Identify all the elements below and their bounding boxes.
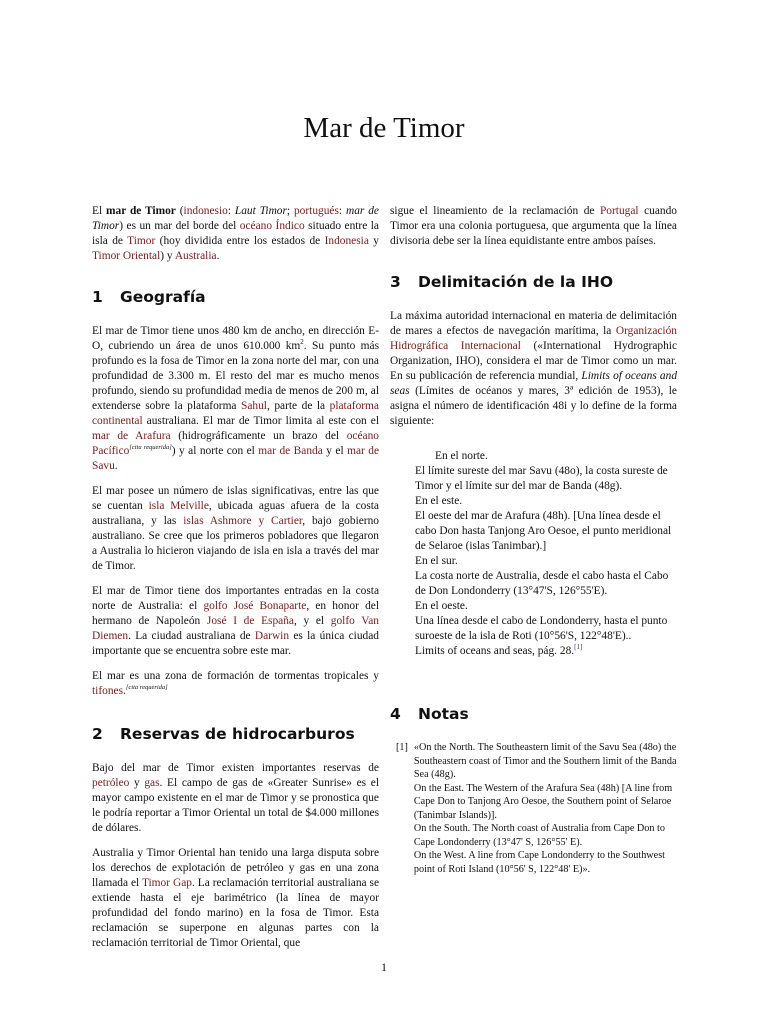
section-title: Notas: [418, 705, 469, 723]
text: Bajo del mar de Timor existen importantes reservas de: [92, 762, 379, 774]
text: . Su punto más profundo es la fosa de Timor en la zona norte del mar, con una profundidad de 3.300 m. El resto del mar es mucho menos profundo, siendo su profundidad media de menos de 200 m, al extenderse sobre la plataforma: [92, 340, 380, 412]
superscript: 2: [300, 338, 304, 347]
footnote-label: [1]: [396, 742, 408, 753]
text: . La ciudad australiana de: [128, 630, 255, 642]
section-number: 4: [390, 705, 401, 723]
section-heading-reservas: [92, 727, 379, 742]
section-heading-notas: [390, 707, 677, 722]
text: :: [338, 205, 346, 217]
link-indonesio[interactable]: indonesio: [183, 205, 228, 217]
text: ) y al norte con el: [171, 445, 259, 457]
section-title: Delimitación de la IHO: [418, 273, 614, 291]
footnote-1: [396, 741, 677, 876]
left-column: [92, 204, 379, 961]
text: .: [216, 250, 220, 262]
quote-heading-north: En el norte.: [435, 450, 488, 462]
link-plataforma-continental[interactable]: plataforma continental: [92, 400, 379, 427]
italic-term: Laut Timor: [234, 205, 287, 217]
reservas-paragraph-2: [92, 846, 379, 951]
reservas-paragraph-1: [92, 761, 379, 836]
section-number: 3: [390, 273, 401, 291]
geografia-paragraph-1: [92, 324, 379, 474]
text: y el: [322, 445, 348, 457]
section-number: 2: [92, 725, 103, 743]
text: El mar posee un número de islas significativas, entre las que se cuentan: [92, 485, 379, 512]
footnote-ref[interactable]: [1]: [574, 643, 583, 652]
italic-term: Limits of oceans and seas: [390, 370, 678, 397]
text: El: [92, 205, 107, 217]
link-portugal[interactable]: Portugal: [599, 205, 639, 217]
link-isla-melville[interactable]: isla Melville: [148, 500, 209, 512]
link-sahul[interactable]: Sahul: [241, 400, 267, 412]
footnote-line: «On the North. The Southeastern limit of the Savu Sea (48o) the Southeastern coast of Timor and the Southern limit of the Banda Sea (48g).: [413, 742, 677, 780]
link-oceano-pacifico[interactable]: océano Pacífico: [92, 430, 379, 457]
intro-paragraph: [92, 204, 379, 264]
text: El mar de Timor tiene dos importantes entradas en la costa norte de Australia: el: [92, 585, 379, 612]
text: . El campo de gas de «Greater Sunrise» es el mayor campo existente en el mar de Timor y se pronostica que le podría reportar a Timor Oriental un total de $4.000 millones de dólares.: [92, 777, 379, 834]
link-oceano-indico[interactable]: océano Índico: [239, 220, 305, 232]
delimitacion-paragraph: [390, 309, 677, 429]
citation-needed[interactable]: [cita requerida]: [129, 444, 172, 452]
link-golfo-jose-bonaparte[interactable]: golfo José Bonaparte: [203, 600, 307, 612]
text: La máxima autoridad internacional en materia de delimitación de mares a efectos de navegación marítima, la: [390, 310, 677, 337]
quote-heading-south: En el sur.: [415, 555, 458, 567]
link-timor[interactable]: Timor: [127, 235, 156, 247]
geografia-paragraph-4: [92, 669, 379, 699]
text: , en honor del hermano de Napoleón: [92, 600, 379, 627]
iho-quote: [415, 449, 677, 659]
link-timor-gap[interactable]: Timor Gap: [141, 877, 192, 889]
text: australiana. El mar de Timor limita al este con el: [142, 415, 379, 427]
text: («International Hydrographic Organization, IHO), considera el mar de Timor como un mar. En su publicación de referencia mundial,: [390, 340, 678, 382]
link-mar-de-arafura[interactable]: mar de Arafura: [92, 430, 171, 442]
text: (hidrográficamente un brazo del: [170, 430, 347, 442]
text: situado entre la isla de: [92, 220, 379, 247]
bold-term: mar de Timor: [106, 205, 176, 217]
footnote-line: On the South. The North coast of Australia from Cape Don to Cape Londonderry (13°47' S, 126°55' E).: [413, 823, 665, 848]
text: ) es un mar del borde del: [119, 220, 240, 232]
text: :: [227, 205, 235, 217]
section-heading-geografia: [92, 290, 379, 305]
quote-line: La costa norte de Australia, desde el cabo hasta el Cabo de Don Londonderry (13°47'S, 126°55'E).: [415, 570, 669, 597]
link-jose-i-de-espana[interactable]: José I de España: [206, 615, 294, 627]
geografia-paragraph-2: [92, 484, 379, 574]
section-title: Reservas de hidrocarburos: [120, 725, 355, 743]
text: .: [114, 460, 118, 472]
text: , ubicada aguas afuera de la costa australiana, y las: [92, 500, 379, 527]
section-title: Geografía: [120, 288, 206, 306]
link-islas-ashmore-cartier[interactable]: islas Ashmore y Cartier: [183, 515, 303, 527]
footnote-line: On the East. The Western of the Arafura Sea (48h) [A line from Cape Don to Tanjong Aro Oesoe, the Southern point of Selaroe (Tanimbar Islands)].: [413, 782, 673, 821]
geografia-paragraph-3: [92, 584, 379, 659]
link-timor-oriental[interactable]: Timor Oriental: [92, 250, 161, 262]
reservas-continuation: [390, 204, 677, 249]
link-petroleo[interactable]: petróleo: [92, 777, 130, 789]
text: y: [368, 235, 380, 247]
text: . La reclamación territorial australiana se extiende hasta el eje barimétrico (la línea de mayor profundidad del fondo marino) en la fosa de Timor. Esta reclamación se superpone en algunas partes con la reclamación territorial de Timor Oriental, que: [92, 877, 379, 949]
text: Limits of oceans and seas, pág. 28.: [415, 645, 575, 657]
section-number: 1: [92, 288, 103, 306]
quote-heading-east: En el este.: [415, 495, 463, 507]
text: es la única ciudad importante que se encuentra sobre este mar.: [92, 630, 379, 657]
link-australia[interactable]: Australia: [174, 250, 217, 262]
link-gas[interactable]: gas: [144, 777, 160, 789]
text: .: [123, 685, 126, 697]
text: , bajo gobierno australiano. Se cree que los primeros pobladores que llegaron a Australia lo hicieron viajando de isla en isla a través del mar de Timor.: [92, 515, 379, 572]
link-indonesia[interactable]: Indonesia: [324, 235, 369, 247]
text: , parte de la: [266, 400, 330, 412]
text: El mar es una zona de formación de tormentas tropicales y: [92, 670, 379, 682]
italic-term: mar de Timor: [92, 205, 379, 232]
link-mar-de-savu[interactable]: mar de Savu: [92, 445, 379, 472]
text: Australia y Timor Oriental han tenido una larga disputa sobre los derechos de explotación de petróleo y gas en una zona llamada el: [92, 847, 379, 889]
link-darwin[interactable]: Darwin: [254, 630, 290, 642]
text: ) y: [160, 250, 175, 262]
text: ;: [286, 205, 294, 217]
link-mar-de-banda[interactable]: mar de Banda: [258, 445, 323, 457]
text: y: [129, 777, 145, 789]
quote-heading-west: En el oeste.: [415, 600, 468, 612]
text: cuando Timor era una colonia portuguesa, que argumenta que la línea divisoria debe ser la línea equidistante entre ambos países.: [390, 205, 677, 247]
link-golfo-van-diemen[interactable]: golfo Van Diemen: [92, 615, 379, 642]
text: (: [175, 205, 184, 217]
right-column: [390, 204, 677, 876]
page-title: Mar de Timor: [303, 112, 465, 144]
citation-needed[interactable]: [cita requerida]: [125, 684, 168, 692]
page-number: 1: [381, 960, 387, 974]
link-tifones[interactable]: tifones: [92, 685, 124, 697]
quote-line: El límite sureste del mar Savu (48o), la costa sureste de Timor y el límite sur del mar de Banda (48g).: [415, 465, 668, 492]
footnote-body: [414, 741, 677, 876]
text: sigue el lineamiento de la reclamación de: [390, 205, 600, 217]
text: El mar de Timor tiene unos 480 km de ancho, en dirección E-O, cubriendo un área de unos 610.000 km: [92, 325, 379, 352]
section-heading-delimitacion: [390, 275, 677, 290]
quote-line: El oeste del mar de Arafura (48h). [Una línea desde el cabo Don hasta Tanjong Aro Oesoe, el punto meridional de Selaroe (islas Tanimbar).]: [415, 510, 672, 552]
link-portugues[interactable]: portugués: [293, 205, 339, 217]
footnote-line: On the West. A line from Cape Londonderry to the Southwest point of Roti Island (10°56' S, 122°48' E)».: [413, 850, 665, 875]
text: , y el: [293, 615, 331, 627]
text: (Límites de océanos y mares, 3ª edición de 1953), le asigna el número de identificación 48i y lo define de la forma siguiente:: [390, 385, 677, 427]
link-organizacion-hidrografica[interactable]: Organización Hidrográfica Internacional: [390, 325, 677, 352]
quote-source: [415, 644, 677, 659]
text: (hoy dividida entre los estados de: [155, 235, 325, 247]
quote-line: Una línea desde el cabo de Londonderry, hasta el punto suroeste de la isla de Roti (10°56'S, 122°48'E)..: [415, 615, 668, 642]
